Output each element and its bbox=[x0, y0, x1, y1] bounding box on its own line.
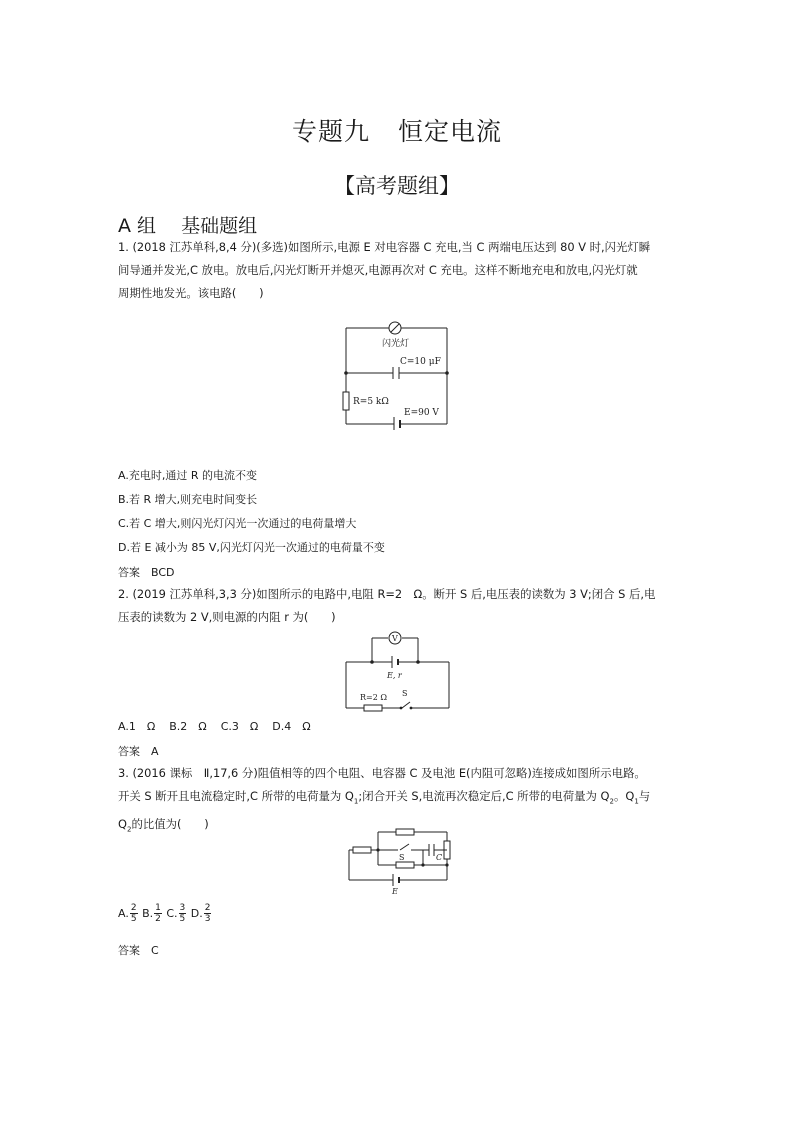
junction-dot bbox=[421, 863, 424, 866]
switch-contact bbox=[410, 707, 413, 710]
emf-label: E=90 V bbox=[404, 408, 439, 418]
q3-option-a: A. $\frac{2}{5}$ bbox=[118, 903, 137, 924]
q3-circuit-diagram bbox=[343, 828, 461, 898]
junction-dot bbox=[445, 371, 449, 375]
resistor-label: R=5 kΩ bbox=[353, 397, 389, 407]
q2-option-c: C.3 Ω bbox=[220, 720, 259, 733]
q1-option-c: C.若 C 增大,则闪光灯闪光一次通过的电荷量增大 bbox=[118, 517, 357, 530]
junction-dot bbox=[416, 660, 420, 664]
q2-options bbox=[118, 718, 311, 734]
q1-answer: 答案 BCD bbox=[118, 566, 175, 579]
q2-line-2: 压表的读数为 2 V,则电源的内阻 r 为( ) bbox=[118, 610, 336, 624]
source-label: E, r bbox=[387, 671, 402, 680]
q1-line-1: 1. (2018 江苏单科,8,4 分)(多选)如图所示,电源 E 对电容器 C 充电,当 C 两端电压达到 80 V 时,闪光灯瞬 bbox=[118, 240, 651, 254]
q1-option-d: D.若 E 减小为 85 V,闪光灯闪光一次通过的电荷量不变 bbox=[118, 541, 385, 554]
q3-option-b: B. $\frac{1}{2}$ bbox=[142, 903, 161, 924]
q1-line-3: 周期性地发光。该电路( ) bbox=[118, 286, 264, 300]
junction-dot bbox=[370, 660, 374, 664]
resistor-label: R=2 Ω bbox=[360, 693, 387, 702]
switch-label: S bbox=[402, 689, 408, 698]
section-heading: A 组 基础题组 bbox=[118, 215, 258, 237]
q3-line-2: 开关 S 断开且电流稳定时,C 所带的电荷量为 $Q_1$;闭合开关 S,电流再次稳定后,C 所带的电荷量为 $Q_2$。$Q_1$与 bbox=[118, 789, 651, 806]
q2-circuit-diagram bbox=[340, 628, 456, 716]
switch-contact bbox=[400, 707, 403, 710]
q1-stem bbox=[118, 236, 650, 305]
q3-option-c: C. $\frac{3}{5}$ bbox=[166, 903, 186, 924]
q2-answer: 答案 A bbox=[118, 745, 159, 758]
flash-lamp-label: 闪光灯 bbox=[382, 339, 410, 349]
title-topic-number: 专题九 bbox=[291, 117, 370, 146]
junction-dot bbox=[344, 371, 348, 375]
q2-option-b: B.2 Ω bbox=[169, 720, 207, 733]
q2-line-1: 2. (2019 江苏单科,3,3 分)如图所示的电路中,电阻 R=2 Ω。断开 S 后,电压表的读数为 3 V;闭合 S 后,电 bbox=[118, 587, 656, 601]
q1-option-b: B.若 R 增大,则充电时间变长 bbox=[118, 493, 258, 506]
q1-circuit-diagram bbox=[340, 318, 458, 430]
q1-option-a: A.充电时,通过 R 的电流不变 bbox=[118, 469, 257, 482]
emf-label: E bbox=[392, 887, 398, 896]
q1-line-2: 间导通并发光,C 放电。放电后,闪光灯断开并熄灭,电源再次对 C 充电。这样不断地充电和放电,闪光灯就 bbox=[118, 263, 638, 277]
capacitor-label: C bbox=[436, 853, 443, 862]
voltmeter-label: V bbox=[392, 634, 398, 643]
junction-dot bbox=[445, 863, 448, 866]
q2-option-a: A.1 Ω bbox=[118, 720, 156, 733]
subtitle: 【高考题组】 bbox=[334, 174, 460, 198]
q3-option-d: D. $\frac{2}{3}$ bbox=[190, 903, 211, 924]
junction-dot bbox=[376, 848, 379, 851]
q2-stem bbox=[118, 583, 655, 629]
q3-answer: 答案 C bbox=[118, 944, 159, 957]
page-title bbox=[0, 112, 794, 148]
q2-option-d: D.4 Ω bbox=[272, 720, 311, 733]
capacitor-label: C=10 μF bbox=[400, 357, 441, 367]
q3-line-3: $Q_2$的比值为( ) bbox=[118, 817, 209, 834]
q3-line-1: 3. (2016 课标 Ⅱ,17,6 分)阻值相等的四个电阻、电容器 C 及电池 E(内阻可忽略)连接成如图所示电路。 bbox=[118, 766, 646, 780]
q3-options bbox=[118, 903, 212, 924]
title-topic-name: 恒定电流 bbox=[398, 117, 503, 146]
switch-label: S bbox=[399, 853, 405, 862]
